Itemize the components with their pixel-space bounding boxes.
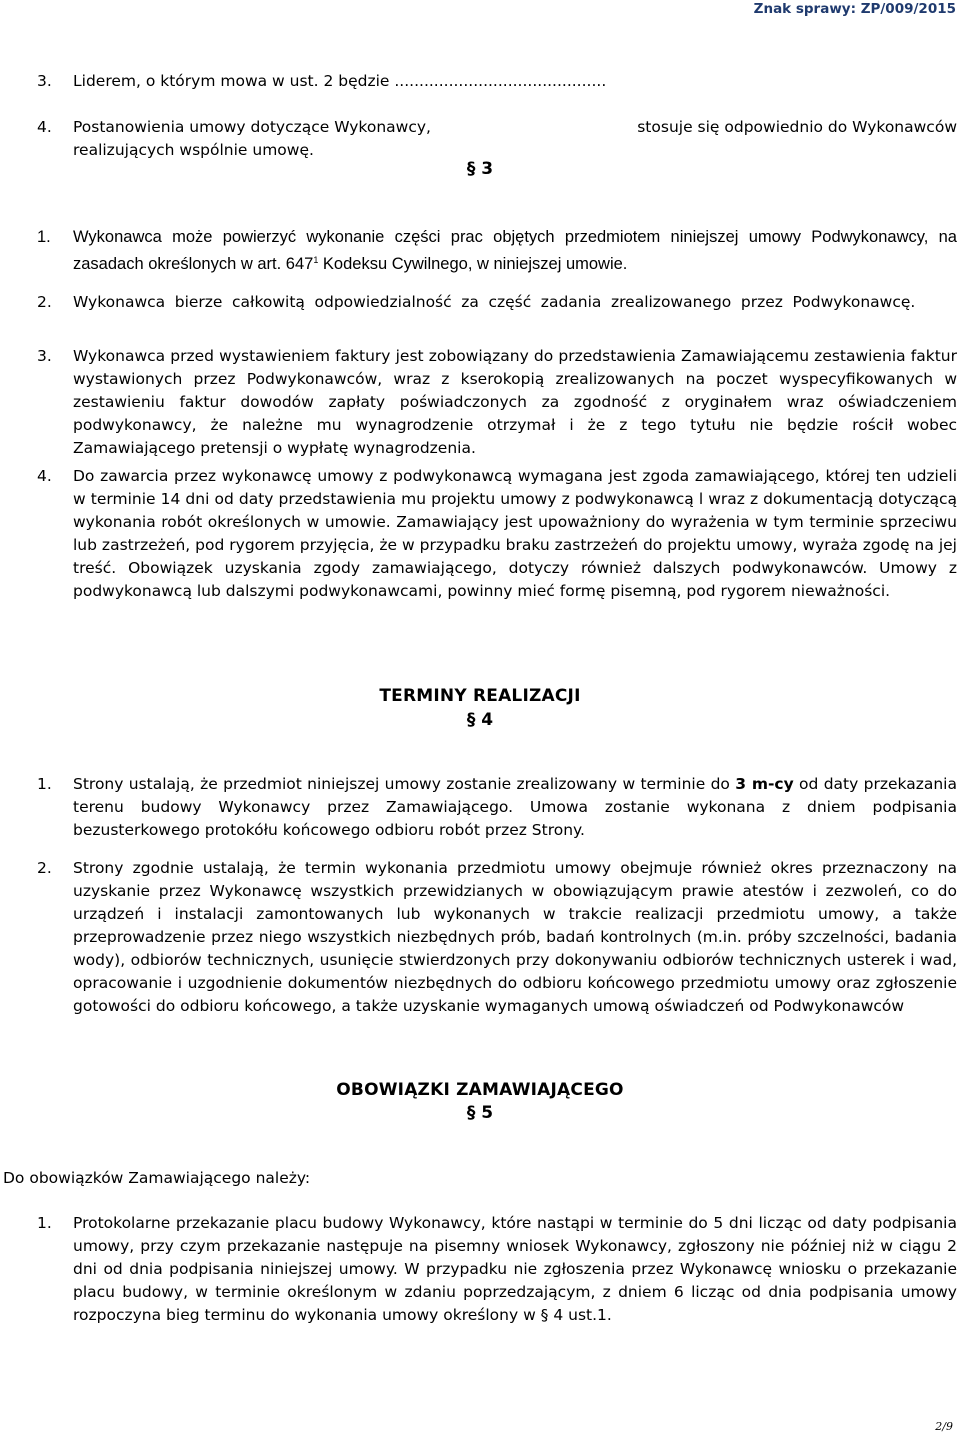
item-number: 1. (37, 775, 52, 793)
item-number: 3. (37, 72, 52, 90)
item-number: 2. (37, 859, 52, 877)
section-5-title: OBOWIĄZKI ZAMAWIAJĄCEGO (336, 1080, 624, 1100)
item-text: Wykonawca może powierzyć wykonanie części prac objętych przedmiotem niniejszej umowy Podwykonawcy, na zasadach określonych w art. $647^1$ Kodeksu Cywilnego, w niniejszej umowie. (73, 228, 957, 273)
emphasis: 3 m-cy (735, 775, 794, 793)
list-item (37, 226, 957, 276)
section-4-title: TERMINY REALIZACJI (379, 686, 581, 706)
list-item (37, 465, 957, 603)
list-item (37, 116, 957, 162)
item-number: 3. (37, 347, 52, 365)
page-number: 2/9 (935, 1420, 953, 1433)
item-text: Do zawarcia przez wykonawcę umowy z podwykonawcą wymagana jest zgoda zamawiającego, której ten udzieli w terminie 14 dni od daty przedstawienia mu projektu umowy z podwykonawcą l wraz z dokumentacją dotyczącą wykonania robót określonych w umowie. Zamawiający jest upoważniony do wyrażenia w tym terminie sprzeciwu lub zastrzeżeń, pod rygorem przyjęcia, że w przypadku braku zastrzeżeń do projektu umowy, wyraża zgodę na jej treść. Obowiązek uzyskania zgody zamawiającego, dotyczy również dalszych podwykonawców. Umowy z podwykonawcą lub dalszymi podwykonawcami, powinny mieć formę pisemną, pod rygorem nieważności. (73, 467, 957, 600)
item-text-continued: realizujących wspólnie umowę. (73, 141, 314, 159)
superscript: 1 (313, 255, 319, 265)
item-text: Protokolarne przekazanie placu budowy Wykonawcy, które nastąpi w terminie do 5 dni licząc od daty podpisania umowy, przy czym przekazanie następuje na pisemny wniosek Wykonawcy, zgłoszony nie później niż w ciągu 2 dni od dnia podpisania niniejszej umowy. W przypadku nie zgłoszenia przez Wykonawcę wniosku o przekazanie placu budowy, w terminie określonym w zdaniu poprzedzającym, z dniem 6 licząc od dnia podpisania umowy rozpoczyna bieg terminu do wykonania umowy określony w § 4 ust.1. (73, 1214, 957, 1324)
item-text-part: stosuje się odpowiednio do Wykonawców (637, 118, 957, 136)
item-number: 1. (37, 228, 51, 246)
list-item (37, 291, 957, 314)
item-text (73, 116, 957, 139)
list-item (37, 857, 957, 1018)
item-text: Wykonawca przed wystawieniem faktury jest zobowiązany do przedstawienia Zamawiającemu zestawienia faktur wystawionych przez Podwykonawców, wraz z kserokopią zrealizowanych na poczet wyspecyfikowanych w zestawieniu faktur dowodów zapłaty poświadczonych za zgodność z oryginałem wraz oświadczeniem podwykonawcy, że należne mu wynagrodzenie otrzymał i że z tego tytułu nie będzie rościł wobec Zamawiającego pretensji o wypłatę wynagrodzenia. (73, 347, 957, 457)
list-item (37, 773, 957, 842)
item-text: Strony zgodnie ustalają, że termin wykonania przedmiotu umowy obejmuje również okres przeznaczony na uzyskanie przez Wykonawcę wszystkich przewidzianych w obowiązującym prawie atestów i zezwoleń, co do urządzeń i instalacji zamontowanych lub wykonanych w trakcie realizacji przedmiotu umowy, a także przeprowadzenie przez niego wszystkich niezbędnych prób, badań kontrolnych (m.in. próby szczelności, badania wody), odbiorów technicznych, usunięcie stwierdzonych przy dokonywaniu odbiorów technicznych usterek i wad, opracowanie i uzgodnienie dokumentów niezbędnych do odbioru końcowego przedmiotu umowy oraz zgłoszenie gotowości do odbioru końcowego, a także uzyskanie wymaganych umową oświadczeń od Podwykonawców (73, 859, 957, 1015)
item-text: Strony ustalają, że przedmiot niniejszej umowy zostanie zrealizowany w terminie do 3 m-cy od daty przekazania terenu budowy Wykonawcy przez Zamawiającego. Umowa zostanie wykonana z dniem podpisania bezusterkowego protokółu końcowego odbioru robót przez Strony. (73, 775, 957, 839)
list-item (37, 345, 957, 460)
list-item (37, 70, 957, 93)
section-3-label: § 3 (466, 159, 494, 179)
item-number: 2. (37, 293, 52, 311)
item-text: Liderem, o którym mowa w ust. 2 będzie ........................................... (73, 72, 607, 90)
section-intro: Do obowiązków Zamawiającego należy: (3, 1169, 311, 1187)
list-item (37, 1212, 957, 1327)
section-5-label: § 5 (466, 1103, 494, 1123)
item-number: 1. (37, 1214, 52, 1232)
section-4-label: § 4 (466, 710, 494, 730)
item-text: Wykonawca bierze całkowitą odpowiedzialność za część zadania zrealizowanego przez Podwykonawcę. (73, 293, 916, 311)
item-text-part: Postanowienia umowy dotyczące Wykonawcy, (73, 118, 431, 136)
case-reference: Znak sprawy: ZP/009/2015 (753, 1, 956, 17)
item-number: 4. (37, 467, 52, 485)
item-number: 4. (37, 118, 52, 136)
